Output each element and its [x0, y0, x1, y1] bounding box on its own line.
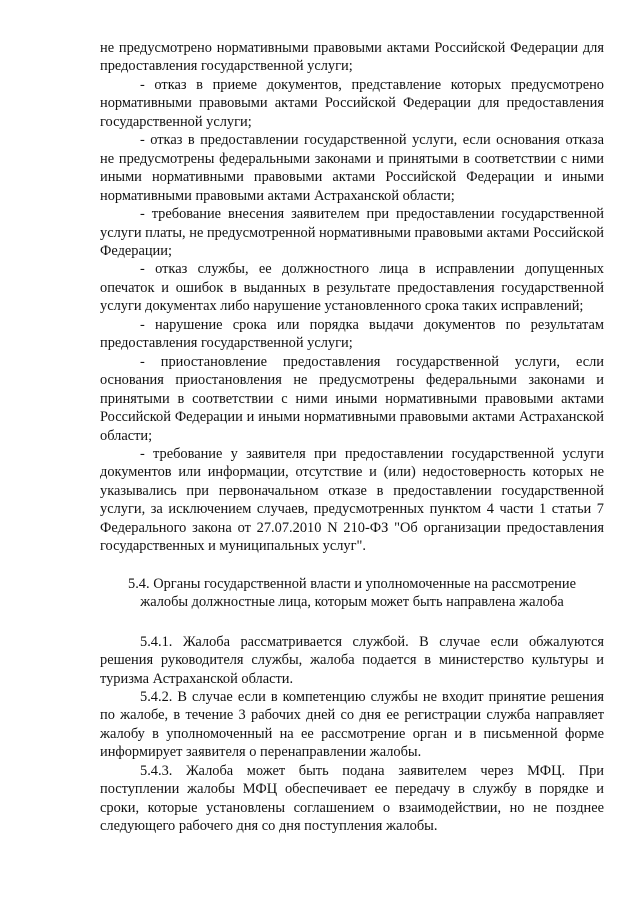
list-item-suspension: - приостановление предоставления государственной услуги, если основания приостановления не предусмотрены федеральными законами и принятыми в соответствии с ними иными нормативными правовыми актами Российской Федерации и иными нормативными правовыми актами Астраханской области;: [100, 353, 604, 444]
list-item-document-requirement: - требование у заявителя при предоставлении государственной услуги документов или информации, отсутствие и (или) недостоверность которых не указывались при первоначальном отказе в предоставлении государственной услуги, за исключением случаев, предусмотренных пунктом 4 части 1 статьи 7 Федерального закона от 27.07.2010 N 210-ФЗ "Об организации предоставления государственных и муниципальных услуг".: [100, 445, 604, 555]
list-item-correction-refusal: - отказ службы, ее должностного лица в исправлении допущенных опечаток и ошибок в выданных в результате предоставления государственной услуги документах либо нарушение установленного срока таких исправлений;: [100, 261, 604, 315]
document-body: [100, 39, 604, 836]
list-item-fee-requirement: - требование внесения заявителем при предоставлении государственной услуги платы, не предусмотренной нормативными правовыми актами Российской Федерации;: [100, 206, 604, 259]
clause-5-4-1: 5.4.1. Жалоба рассматривается службой. В случае если обжалуются решения руководителя службы, жалоба подается в министерство культуры и туризма Астраханской области.: [100, 633, 604, 687]
section-heading: 5.4. Органы государственной власти и уполномоченные на рассмотрение жалобы должностные лица, которым может быть направлена жалоба: [128, 575, 576, 611]
paragraph-continuation: не предусмотрено нормативными правовыми актами Российской Федерации для предоставления государственной услуги;: [100, 40, 604, 75]
list-item-refusal-documents: - отказ в приеме документов, представление которых предусмотрено нормативными правовыми актами Российской Федерации для предоставления государственной услуги;: [100, 76, 604, 130]
list-item-refusal-service: - отказ в предоставлении государственной услуги, если основания отказа не предусмотрены федеральными законами и принятыми в соответствии с ними иными нормативными правовыми актами Российской Федерации и иными нормативными правовыми актами Астраханской области;: [100, 132, 604, 204]
list-item-issuance-violation: - нарушение срока или порядка выдачи документов по результатам предоставления государственной услуги;: [100, 316, 604, 352]
clause-5-4-3: 5.4.3. Жалоба может быть подана заявителем через МФЦ. При поступлении жалобы МФЦ обеспечивает ее передачу в службу в порядке и сроки, которые установлены соглашением о взаимодействии, но не позднее следующего рабочего дня со дня поступления жалобы.: [100, 762, 604, 835]
clause-5-4-2: 5.4.2. В случае если в компетенцию службы не входит принятие решения по жалобе, в течение 3 рабочих дней со дня ее регистрации служба направляет жалобу в уполномоченный на ее рассмотрение орган и в письменной форме информирует заявителя о перенаправлении жалобы.: [100, 688, 604, 761]
